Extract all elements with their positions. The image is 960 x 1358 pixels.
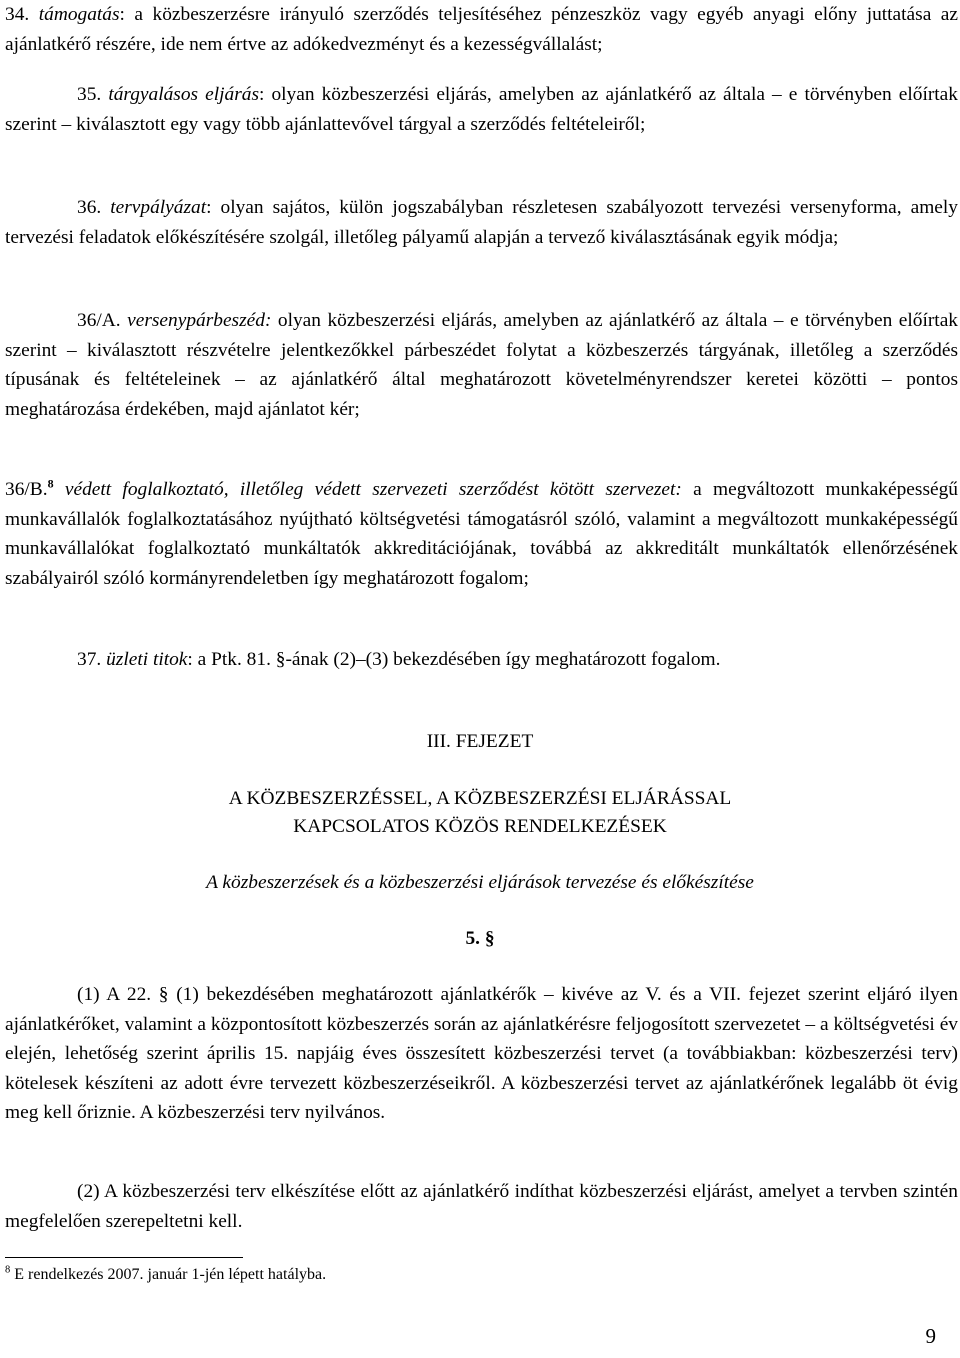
definition-35 [5,80,958,139]
definition-term: üzleti titok [106,649,188,670]
definition-number: 35. [77,84,109,105]
definition-text: : olyan sajátos, külön jogszabályban részletesen szabályozott tervezési versenyforma, amely tervezési feladatok előkészítésére szolgál, illetőleg pályamű alapján a tervező kiválasztásának egyik módja; [5,197,959,248]
definition-term: védett foglalkoztató, illetőleg védett szervezeti szerződést kötött szervezet: [53,479,682,500]
page-number: 9 [925,1324,936,1348]
definition-36a [5,306,958,424]
definition-term: támogatás [38,4,120,25]
footnote-divider [5,1257,243,1258]
footnote-mark: 8 [5,1264,11,1276]
chapter-title-line2: KAPCSOLATOS KÖZÖS RENDELKEZÉSEK [293,816,667,837]
definition-34 [5,0,958,59]
definition-term: tárgyalásos eljárás [108,84,260,105]
chapter-number: III. FEJEZET [426,731,534,752]
chapter-subtitle: A közbeszerzések és a közbeszerzési eljárások tervezése és előkészítése [206,872,754,893]
definition-term: tervpályázat [110,197,207,218]
definition-36b [5,475,958,593]
definition-number: 36/B. [5,479,48,500]
section-paragraph-1: (1) A 22. § (1) bekezdésében meghatározott ajánlatkérők – kivéve az V. és a VII. fejezet szerint eljáró ilyen ajánlatkérőket, valamint a központosított közbeszerzés során az ajánlatkérésre feljogosított szervezetet – a költségvetési év elején, lehetőség szerint április 15. napjáig éves összesített közbeszerzési tervet (a továbbiakban: közbeszerzési terv) kötelesek készíteni az adott évre tervezett közbeszerzéseikről. A közbeszerzési tervet az ajánlatkérőnek legalább öt évig meg kell őriznie. A közbeszerzési terv nyilvános. [5,984,958,1124]
definition-37 [5,645,958,675]
footnote-reference: 8 [47,476,54,491]
footnote-text: E rendelkezés 2007. január 1-jén lépett hatályba. [10,1266,327,1283]
definition-number: 36. [77,197,111,218]
definition-number: 34. [5,4,39,25]
definition-text: : a Ptk. 81. §-ának (2)–(3) bekezdésében így meghatározott fogalom. [187,649,721,670]
section-paragraph-2: (2) A közbeszerzési terv elkészítése előtt az ajánlatkérő indíthat közbeszerzési eljárást, amelyet a tervben szintén megfelelően szerepeltetni kell. [5,1181,958,1232]
definition-number: 37. [77,649,107,670]
definition-text: : a közbeszerzésre irányuló szerződés teljesítéséhez pénzeszköz vagy egyéb anyagi előny juttatása az ajánlatkérő részére, ide nem értve az adókedvezményt és a kezességvállalást; [5,4,958,55]
definition-text: : olyan közbeszerzési eljárás, amelyben az ajánlatkérő az általa – e törvényben előírtak szerint – kiválasztott egy vagy több ajánlattevővel tárgyal a szerződés feltételeiről; [5,84,958,135]
section-number: 5. § [465,928,495,949]
definition-text: olyan közbeszerzési eljárás, amelyben az ajánlatkérő az általa – e törvényben előírtak szerint – kiválasztott részvételre jelentkezőkkel párbeszédet folytat a közbeszerzés tárgyának, illetőleg a szerződés típusának és feltételeinek – az ajánlatkérő által meghatározott követelményrendszer keretei közötti – pontos meghatározása érdekében, majd ajánlatot kér; [5,310,958,420]
definition-text: a megváltozott munkaképességű munkavállalók foglalkoztatásához nyújtható költségvetési támogatásról szóló, valamint a megváltozott munkaképességű munkavállalókat foglalkoztató munkáltatók akkreditációjának, továbbá az akkreditált munkáltatók ellenőrzésének szabályairól szóló kormányrendeletben így meghatározott fogalom; [5,479,958,589]
footnote [5,1265,326,1285]
chapter-title-line1: A KÖZBESZERZÉSSEL, A KÖZBESZERZÉSI ELJÁRÁSSAL [228,788,732,809]
definition-term: versenypárbeszéd: [127,310,272,331]
definition-number: 36/A. [77,310,128,331]
definition-36 [5,193,958,252]
